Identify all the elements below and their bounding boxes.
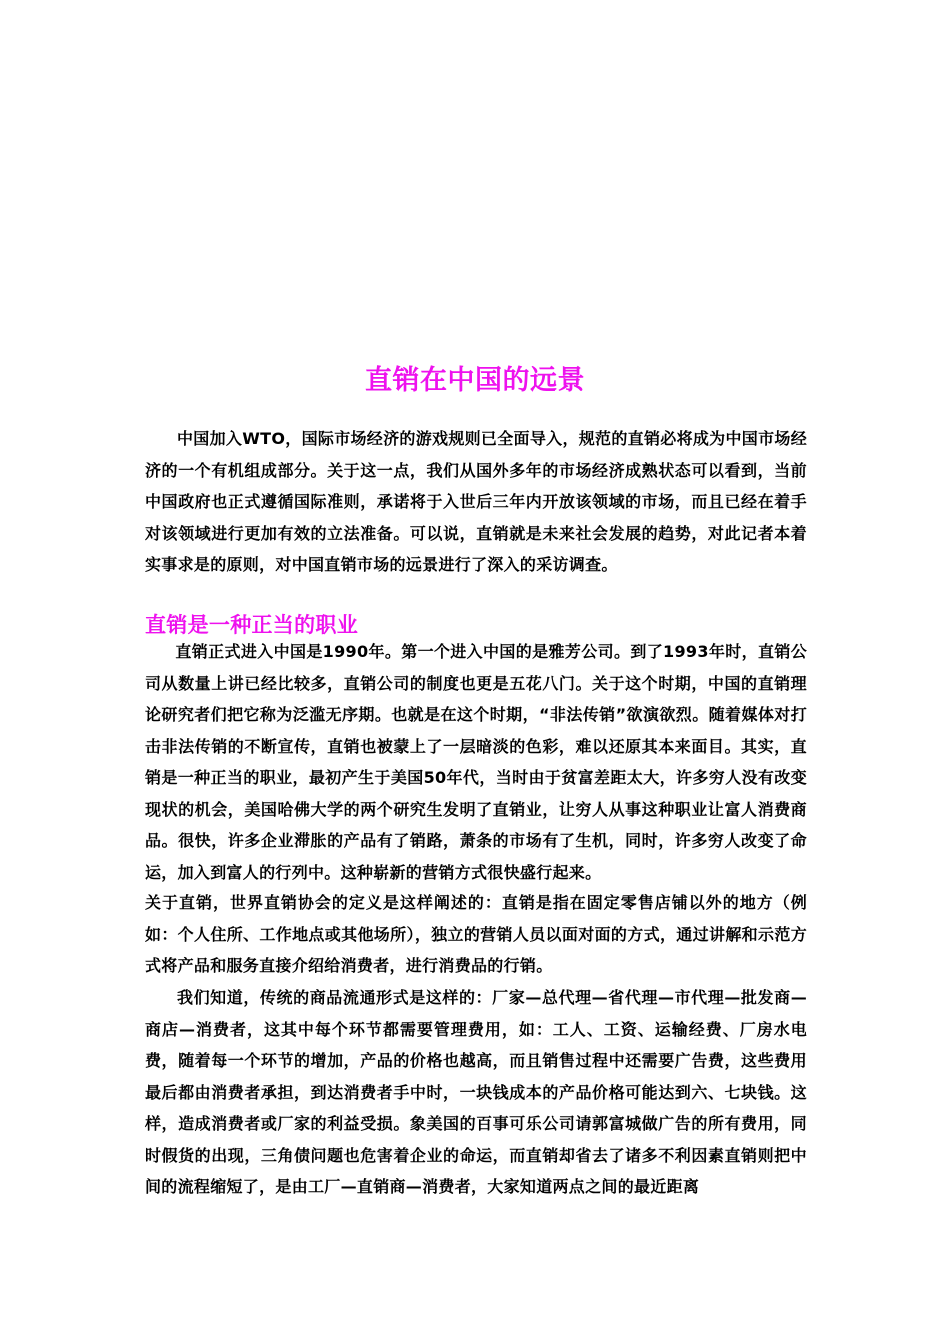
section-paragraph-3: 我们知道，传统的商品流通形式是这样的：厂家—总代理—省代理—市代理—批发商—商店—消费者，这其中每个环节都需要管理费用，如：工人、工资、运输经费、厂房水电费，随着每一个环节的增加，产品的价格也越高，而且销售过程中还需要广告费，这些费用最后都由消费者承担，到达消费者手中时，一块钱成本的产品价格可能达到六、七块钱。这样，造成消费者或厂家的利益受损。象美国的百事可乐公司请郭富城做广告的所有费用，同时假货的出现，三角债问题也危害着企业的命运，而直销却省去了诸多不利因素直销则把中间的流程缩短了，是由工厂—直销商—消费者，大家知道两点之间的最近距离	[145, 988, 807, 1196]
section-heading: 直销是一种正当的职业	[145, 613, 358, 638]
intro-paragraph: 中国加入WTO，国际市场经济的游戏规则已全面导入，规范的直销必将成为中国市场经济的一个有机组成部分。关于这一点，我们从国外多年的市场经济成熟状态可以看到，当前中国政府也正式遵循国际准则，承诺将于入世后三年内开放该领域的市场，而且已经在着手对该领域进行更加有效的立法准备。可以说，直销就是未来社会发展的趋势，对此记者本着实事求是的原则，对中国直销市场的远景进行了深入的采访调查。	[145, 429, 807, 574]
section-paragraph-2: 关于直销，世界直销协会的定义是这样阐述的：直销是指在固定零售店铺以外的地方（例如：个人住所、工作地点或其他场所），独立的营销人员以面对面的方式，通过讲解和示范方式将产品和服务直接介绍给消费者，进行消费品的行销。	[145, 893, 807, 975]
section-paragraph-1: 直销正式进入中国是1990年。第一个进入中国的是雅芳公司。到了1993年时，直销公司从数量上讲已经比较多，直销公司的制度也更是五花八门。关于这个时期，中国的直销理论研究者们把它称为泛滥无序期。也就是在这个时期，“非法传销”欲演欲烈。随着媒体对打击非法传销的不断宣传，直销也被蒙上了一层暗淡的色彩，难以还原其本来面目。其实，直销是一种正当的职业，最初产生于美国50年代，当时由于贫富差距太大，许多穷人没有改变现状的机会，美国哈佛大学的两个研究生发明了直销业，让穷人从事这种职业让富人消费商品。很快，许多企业滞胀的产品有了销路，萧条的市场有了生机，同时，许多穷人改变了命运，加入到富人的行列中。这种崭新的营销方式很快盛行起来。	[145, 642, 807, 882]
document-title: 直销在中国的远景	[365, 365, 585, 397]
